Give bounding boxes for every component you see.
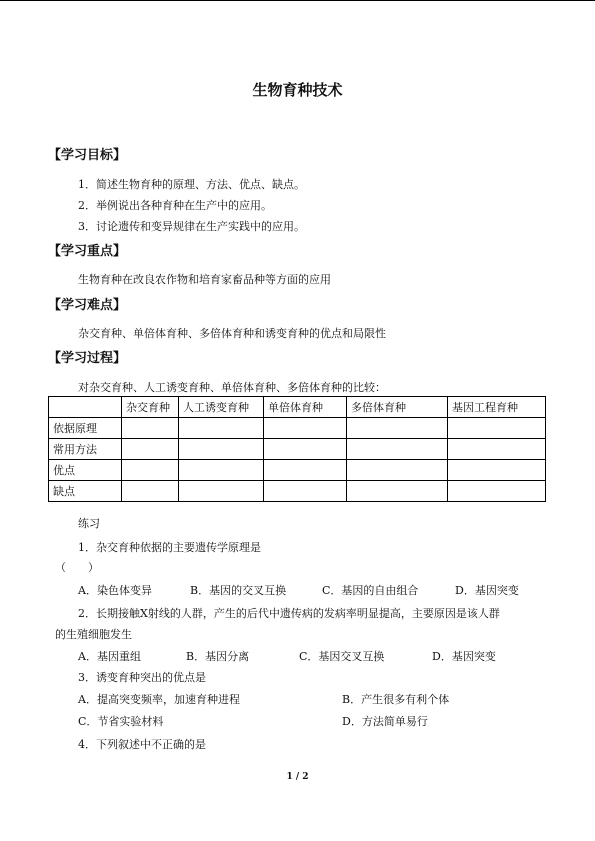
table-row — [49, 418, 546, 439]
difficult-text: 杂交育种、单倍体育种、多倍体育种和诱变育种的优点和局限性 — [78, 327, 386, 340]
goal-item: 2．举例说出各种育种在生产中的应用。 — [78, 199, 272, 212]
table-cell — [347, 460, 448, 481]
table-header-cell — [49, 397, 122, 418]
table-cell — [448, 439, 546, 460]
question-1-option-c: C．基因的自由组合 — [322, 584, 419, 597]
table-header-row — [49, 397, 546, 418]
table-cell — [347, 418, 448, 439]
heading-process: 【学习过程】 — [48, 351, 127, 366]
table-row — [49, 481, 546, 502]
page-title: 生物育种技术 — [252, 81, 343, 99]
question-1-option-b: B．基因的交叉互换 — [190, 584, 287, 597]
table-cell — [264, 460, 347, 481]
table-cell — [122, 418, 179, 439]
table-cell — [179, 481, 264, 502]
question-2-option-c: C．基因交叉互换 — [299, 650, 385, 663]
process-intro: 对杂交育种、人工诱变育种、单倍体育种、多倍体育种的比较： — [78, 381, 386, 394]
question-3-option-a: A．提高突变频率，加速育种进程 — [78, 693, 240, 706]
table-cell — [179, 439, 264, 460]
question-3-option-c: C．节省实验材料 — [78, 715, 164, 728]
table-cell — [347, 481, 448, 502]
question-3-option-b: B．产生很多有利个体 — [342, 693, 450, 706]
heading-goals: 【学习目标】 — [48, 148, 127, 163]
row-label: 常用方法 — [49, 439, 122, 460]
row-label: 优点 — [49, 460, 122, 481]
table-cell — [179, 460, 264, 481]
question-1-option-a: A．染色体变异 — [78, 584, 152, 597]
question-3-stem: 3．诱变育种突出的优点是 — [78, 671, 206, 684]
top-rule — [0, 0, 595, 1]
question-2-stem-cont: 的生殖细胞发生 — [55, 628, 132, 641]
heading-difficult: 【学习难点】 — [48, 298, 127, 313]
table-cell — [264, 439, 347, 460]
question-3-option-d: D．方法简单易行 — [342, 715, 428, 728]
table-cell — [122, 439, 179, 460]
question-1-paren: （ ） — [55, 561, 99, 574]
key-text: 生物育种在改良农作物和培育家畜品种等方面的应用 — [78, 273, 331, 286]
table-header-cell: 单倍体育种 — [264, 397, 347, 418]
table-cell — [122, 481, 179, 502]
table-header-cell: 基因工程育种 — [448, 397, 546, 418]
question-2-option-b: B．基因分离 — [186, 650, 250, 663]
table-row — [49, 460, 546, 481]
table-cell — [448, 460, 546, 481]
question-2-option-d: D．基因突变 — [432, 650, 496, 663]
question-2-option-a: A．基因重组 — [78, 650, 141, 663]
table-cell — [448, 418, 546, 439]
table-cell — [179, 418, 264, 439]
table-cell — [264, 481, 347, 502]
comparison-table — [48, 396, 546, 502]
question-4-stem: 4．下列叙述中不正确的是 — [78, 738, 206, 751]
question-1-stem: 1．杂交育种依据的主要遗传学原理是 — [78, 541, 261, 554]
table-cell — [122, 460, 179, 481]
table-cell — [448, 481, 546, 502]
row-label: 缺点 — [49, 481, 122, 502]
goal-item: 1．简述生物育种的原理、方法、优点、缺点。 — [78, 178, 305, 191]
page-number: 1 / 2 — [286, 772, 309, 782]
goal-item: 3．讨论遗传和变异规律在生产实践中的应用。 — [78, 220, 305, 233]
question-2-stem: 2．长期接触X射线的人群，产生的后代中遗传病的发病率明显提高，主要原因是该人群 — [78, 607, 500, 620]
table-header-cell: 人工诱变育种 — [179, 397, 264, 418]
table-header-cell: 杂交育种 — [122, 397, 179, 418]
table-cell — [264, 418, 347, 439]
table-header-cell: 多倍体育种 — [347, 397, 448, 418]
table-row — [49, 439, 546, 460]
row-label: 依据原理 — [49, 418, 122, 439]
question-1-option-d: D．基因突变 — [455, 584, 519, 597]
practice-label: 练习 — [78, 517, 100, 530]
table-cell — [347, 439, 448, 460]
heading-key: 【学习重点】 — [48, 244, 127, 259]
